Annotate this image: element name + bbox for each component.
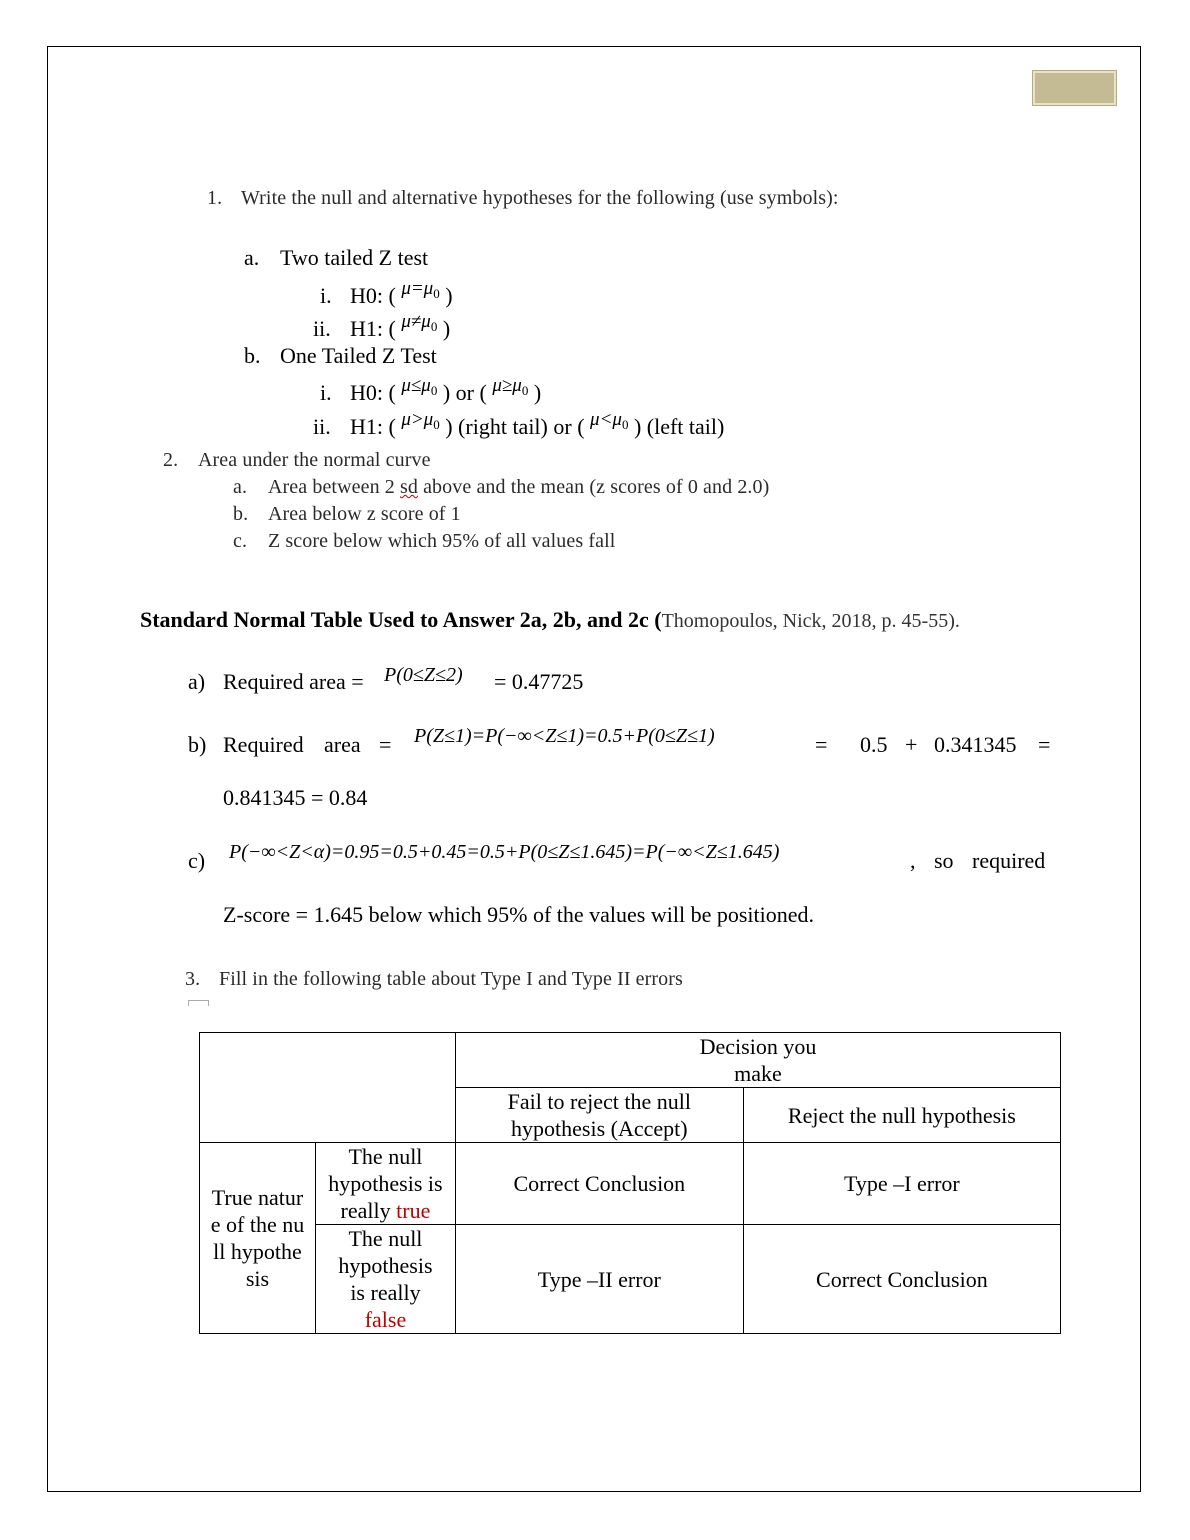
ans-b-text2: area [324,732,361,757]
ans-b-math: P(Z≤1)=P(−∞<Z≤1)=0.5+P(0≤Z≤1) [414,725,715,747]
q1b-i-math2: $\mu\ge\mu_0$ [492,375,529,398]
q1b-label: b. [244,343,261,368]
ans-a-label: a) [188,669,206,694]
header-color-box [1033,71,1116,105]
false-word: false [364,1307,407,1332]
q1a-ii-line: H1: ( $\mu\ne\mu_0$ ) [350,311,451,341]
row-header-true-nature: True nature of the null hypothesis [200,1143,316,1334]
decision-header: Decision you make [455,1033,1060,1088]
ans-a-result: = 0.47725 [494,669,584,694]
cell-correct-conclusion-1: Correct Conclusion [455,1143,743,1225]
q1a-i-label: i. [320,283,332,308]
citation: Thomopoulos, Nick, 2018, p. 45-55). [661,610,960,632]
q2-text: Area under the normal curve [198,449,431,471]
q2-number: 2. [163,449,179,471]
table-empty-corner [200,1033,456,1143]
ans-b-v1: 0.5 [860,732,888,757]
answers-heading: Standard Normal Table Used to Answer 2a, 2b, and 2c (Thomopoulos, Nick, 2018, p. 45-55). [140,607,960,632]
cell-type-i-error: Type –I error [743,1143,1060,1225]
q1b-i-label: i. [320,380,332,405]
q3-number: 3. [185,968,201,990]
q1-text: Write the null and alternative hypotheses for the following (use symbols): [241,187,839,209]
ans-b-line2: 0.841345 = 0.84 [223,785,368,810]
q2a-text: Area between 2 sd above and the mean (z scores of 0 and 2.0) [268,476,770,498]
q1b-ii-label: ii. [313,414,331,439]
q1b-ii-math1: $\mu>\mu_0$ [401,409,440,432]
q1a-i-math: $\mu=\mu_0$ [401,278,440,301]
cell-type-ii-error: Type –II error [455,1225,743,1334]
row-null-true: The null hypothesis is really true [315,1143,455,1225]
ans-c-label: c) [188,848,206,873]
ans-b-v2: 0.341345 [934,732,1017,757]
ans-b-text1: Required [223,732,304,757]
ans-c-so: so [934,848,954,873]
true-word: true [396,1198,431,1223]
col-fail-to-reject: Fail to reject the null hypothesis (Accept) [455,1088,743,1143]
q1b-text: One Tailed Z Test [280,343,437,368]
table-anchor-mark [188,1000,209,1006]
cell-correct-conclusion-2: Correct Conclusion [743,1225,1060,1334]
q1b-i-line: H0: ( $\mu\le\mu_0$ ) or ( $\mu\ge\mu_0$ ) [350,375,542,405]
ans-a-text: Required area = [223,669,364,694]
ans-c-math: P(−∞<Z<α)=0.95=0.5+0.45=0.5+P(0≤Z≤1.645)=P(−∞<Z≤1.645) [229,841,780,863]
q1a-text: Two tailed Z test [280,245,429,270]
ans-b-eq3: = [1038,732,1051,757]
q1a-label: a. [244,245,260,270]
q1-number: 1. [207,187,223,209]
ans-c-comma: , [910,848,916,873]
q1b-ii-math2: $\mu<\mu_0$ [590,409,629,432]
ans-a-math: P(0≤Z≤2) [384,664,463,686]
ans-c-required: required [972,848,1046,873]
q2c-text: Z score below which 95% of all values fall [268,530,616,552]
ans-b-eq2: = [815,732,828,757]
ans-b-label: b) [188,732,207,757]
q2c-label: c. [233,530,248,552]
q1a-i-line: H0: ( $\mu=\mu_0$ ) [350,278,453,308]
row-null-false: The null hypothesis is really false [315,1225,455,1334]
q2a-label: a. [233,476,248,498]
q1b-i-math1: $\mu\le\mu_0$ [401,375,438,398]
q1b-ii-line: H1: ( $\mu>\mu_0$ ) (right tail) or ( $\mu<\mu_0$ ) (left tail) [350,409,725,439]
q2b-text: Area below z score of 1 [268,503,461,525]
q1a-ii-label: ii. [313,316,331,341]
col-reject: Reject the null hypothesis [743,1088,1060,1143]
q3-text: Fill in the following table about Type I and Type II errors [219,968,683,990]
error-types-table [199,1032,1061,1334]
q1a-ii-math: $\mu\ne\mu_0$ [401,311,438,334]
q2b-label: b. [233,503,249,525]
sd-spellcheck: sd [400,476,418,498]
ans-b-plus: + [905,732,918,757]
ans-c-line2: Z-score = 1.645 below which 95% of the values will be positioned. [223,902,815,927]
ans-b-eq: = [379,732,392,757]
